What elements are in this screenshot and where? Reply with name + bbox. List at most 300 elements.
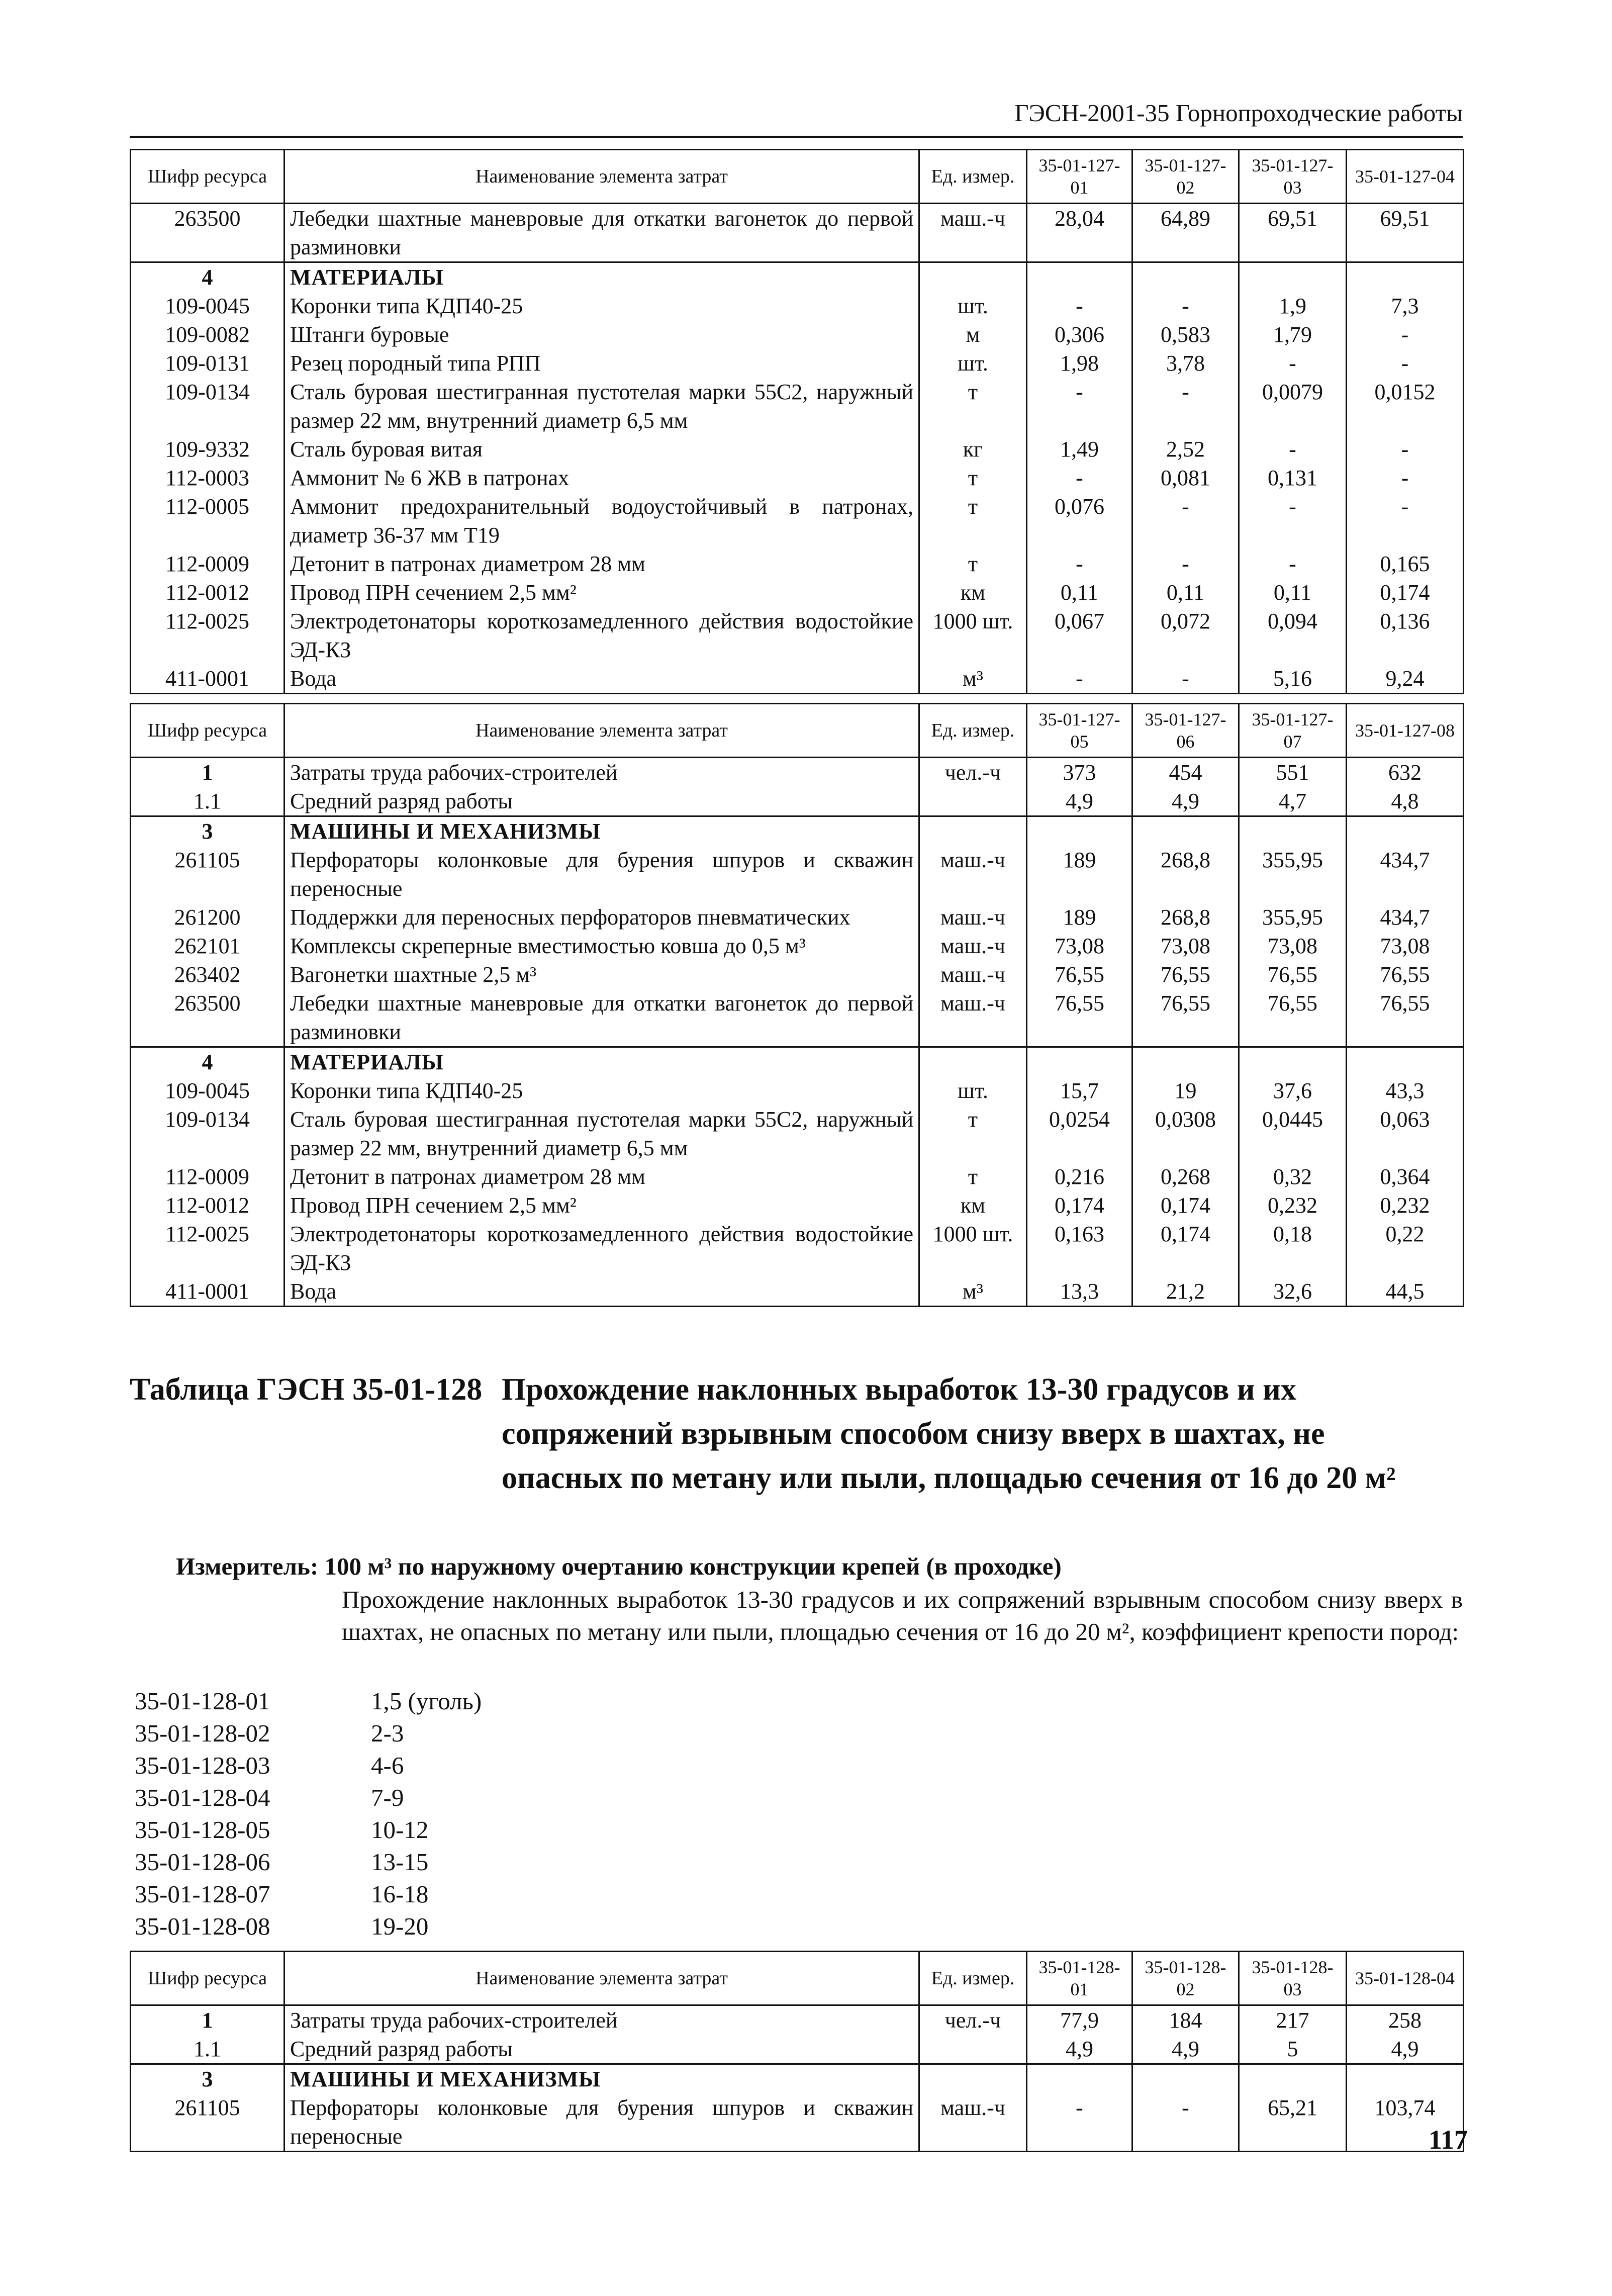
resource-code: 4 (131, 1047, 285, 1077)
resource-value: 1,49 (1027, 435, 1132, 464)
table-row (131, 960, 1464, 989)
resource-value: 0,306 (1027, 320, 1132, 349)
resource-unit (919, 2035, 1027, 2064)
header-column: 35-01-127-07 (1239, 704, 1347, 758)
variant-value: 16-18 (371, 1880, 429, 1908)
resource-unit: маш.-ч (919, 2093, 1027, 2152)
resource-value: 189 (1027, 903, 1132, 932)
table-row (131, 932, 1464, 960)
resource-unit: кг (919, 435, 1027, 464)
resource-value: - (1027, 2093, 1132, 2152)
resource-value: 0,072 (1132, 607, 1239, 664)
resource-name: МАТЕРИАЛЫ (285, 262, 919, 292)
resource-unit: маш.-ч (919, 932, 1027, 960)
resource-code: 112-0003 (131, 464, 285, 492)
resource-value: 4,8 (1347, 787, 1464, 816)
resource-code: 261105 (131, 846, 285, 903)
resource-value: - (1132, 492, 1239, 549)
resource-value: - (1347, 435, 1464, 464)
table-row (131, 2035, 1464, 2064)
variant-item (135, 1814, 482, 1846)
resource-value: - (1027, 549, 1132, 578)
table-row (131, 607, 1464, 664)
resource-value: 355,95 (1239, 846, 1347, 903)
resource-value: - (1132, 292, 1239, 320)
resource-unit: м³ (919, 1277, 1027, 1307)
resource-value: 9,24 (1347, 664, 1464, 694)
resource-unit (919, 1047, 1027, 1077)
resource-name: Аммонит № 6 ЖВ в патронах (285, 464, 919, 492)
resource-unit: маш.-ч (919, 903, 1027, 932)
resource-value: - (1132, 549, 1239, 578)
resource-name: Перфораторы колонковые для бурения шпуров и скважин переносные (285, 2093, 919, 2152)
resource-name: Вода (285, 664, 919, 694)
header-code: Шифр ресурса (131, 1952, 285, 2005)
header-column: 35-01-127-06 (1132, 704, 1239, 758)
resource-code: 112-0009 (131, 549, 285, 578)
resource-code: 109-0134 (131, 1105, 285, 1162)
header-column: 35-01-127-04 (1347, 150, 1464, 204)
resource-value: 76,55 (1347, 989, 1464, 1047)
resource-value: 0,11 (1239, 578, 1347, 607)
resource-unit: т (919, 464, 1027, 492)
resource-name: Электродетонаторы короткозамедленного действия водостойкие ЭД-КЗ (285, 1220, 919, 1277)
table-title-text: Прохождение наклонных выработок 13-30 градусов и их сопряжений взрывным способом снизу вверх в шахтах, не опасных по метану или пыли, площадью сечения от 16 до 20 м² (502, 1372, 1396, 1495)
resource-name: Провод ПРН сечением 2,5 мм² (285, 578, 919, 607)
resource-unit: шт. (919, 1076, 1027, 1105)
table-row (131, 435, 1464, 464)
variant-value: 13-15 (371, 1848, 429, 1876)
resource-value: - (1239, 435, 1347, 464)
resource-value (1239, 262, 1347, 292)
resource-unit: 1000 шт. (919, 1220, 1027, 1277)
resource-value: 258 (1347, 2005, 1464, 2035)
resource-code: 109-0134 (131, 378, 285, 435)
resource-value: 0,232 (1347, 1191, 1464, 1220)
resource-code: 3 (131, 816, 285, 846)
section-row (131, 1047, 1464, 1077)
resource-unit: км (919, 1191, 1027, 1220)
resource-code: 109-9332 (131, 435, 285, 464)
table-row (131, 1191, 1464, 1220)
table-row (131, 2005, 1464, 2035)
variant-code: 35-01-128-04 (135, 1784, 270, 1811)
resource-code: 112-0025 (131, 607, 285, 664)
resource-name: Штанги буровые (285, 320, 919, 349)
resource-unit (919, 787, 1027, 816)
resource-code: 3 (131, 2064, 285, 2094)
variant-code: 35-01-128-05 (135, 1816, 270, 1844)
table-row (131, 989, 1464, 1047)
resource-value: 103,74 (1347, 2093, 1464, 2152)
resource-value: 0,32 (1239, 1162, 1347, 1191)
resource-value: 15,7 (1027, 1076, 1132, 1105)
table-header-row (131, 704, 1464, 758)
header-name: Наименование элемента затрат (285, 704, 919, 758)
resource-name: Сталь буровая шестигранная пустотелая марки 55С2, наружный размер 22 мм, внутренний диаметр 6,5 мм (285, 1105, 919, 1162)
resource-value (1132, 1047, 1239, 1077)
resource-value: 0,268 (1132, 1162, 1239, 1191)
resource-code: 112-0012 (131, 1191, 285, 1220)
variant-code: 35-01-128-03 (135, 1752, 270, 1779)
resource-value: 19 (1132, 1076, 1239, 1105)
resource-code: 411-0001 (131, 1277, 285, 1307)
resource-value: 76,55 (1132, 989, 1239, 1047)
resource-name: Вагонетки шахтные 2,5 м³ (285, 960, 919, 989)
header-rule (130, 136, 1463, 138)
resource-value: 13,3 (1027, 1277, 1132, 1307)
variant-value: 4-6 (371, 1752, 404, 1779)
resource-value (1347, 816, 1464, 846)
resource-name: Средний разряд работы (285, 2035, 919, 2064)
section-row (131, 2064, 1464, 2094)
resource-value: 217 (1239, 2005, 1347, 2035)
header-code: Шифр ресурса (131, 150, 285, 204)
resource-code: 1.1 (131, 787, 285, 816)
resource-value: 0,11 (1027, 578, 1132, 607)
table-title-prefix: Таблица ГЭСН 35-01-128 (130, 1372, 483, 1407)
variant-code: 35-01-128-01 (135, 1687, 270, 1715)
resource-unit: т (919, 492, 1027, 549)
resource-name: Детонит в патронах диаметром 28 мм (285, 549, 919, 578)
section-row (131, 262, 1464, 292)
variant-code: 35-01-128-02 (135, 1719, 270, 1747)
resource-name: Затраты труда рабочих-строителей (285, 758, 919, 787)
variant-item (135, 1717, 482, 1750)
resource-value: 184 (1132, 2005, 1239, 2035)
resource-value: - (1132, 378, 1239, 435)
table-row (131, 292, 1464, 320)
resource-value: 0,216 (1027, 1162, 1132, 1191)
resource-value: - (1239, 349, 1347, 378)
table-row (131, 549, 1464, 578)
table-row (131, 378, 1464, 435)
header-column: 35-01-127-03 (1239, 150, 1347, 204)
resource-unit: шт. (919, 349, 1027, 378)
resource-unit: м³ (919, 664, 1027, 694)
header-column: 35-01-127-08 (1347, 704, 1464, 758)
header-column: 35-01-127-05 (1027, 704, 1132, 758)
resource-value (1027, 1047, 1132, 1077)
table-header-row (131, 1952, 1464, 2005)
variant-item (135, 1685, 482, 1717)
resource-table-127-01-04 (130, 149, 1464, 694)
table-row (131, 1076, 1464, 1105)
resource-name: Провод ПРН сечением 2,5 мм² (285, 1191, 919, 1220)
header-name: Наименование элемента затрат (285, 1952, 919, 2005)
resource-value: 0,0079 (1239, 378, 1347, 435)
resource-value: 0,081 (1132, 464, 1239, 492)
resource-value: 0,174 (1132, 1191, 1239, 1220)
resource-unit (919, 262, 1027, 292)
resource-value: 0,232 (1239, 1191, 1347, 1220)
resource-value: 268,8 (1132, 846, 1239, 903)
resource-value: 0,063 (1347, 1105, 1464, 1162)
table-header-row (131, 150, 1464, 204)
table-row (131, 349, 1464, 378)
variant-item (135, 1782, 482, 1814)
resource-value: 0,094 (1239, 607, 1347, 664)
resource-code: 261200 (131, 903, 285, 932)
resource-value: 0,0308 (1132, 1105, 1239, 1162)
resource-value: 632 (1347, 758, 1464, 787)
resource-value: 76,55 (1347, 960, 1464, 989)
resource-value: 5,16 (1239, 664, 1347, 694)
resource-value: 4,9 (1027, 2035, 1132, 2064)
header-unit: Ед. измер. (919, 704, 1027, 758)
resource-code: 262101 (131, 932, 285, 960)
resource-value: 37,6 (1239, 1076, 1347, 1105)
resource-name: Поддержки для переносных перфораторов пневматических (285, 903, 919, 932)
resource-unit: чел.-ч (919, 2005, 1027, 2035)
resource-unit: м (919, 320, 1027, 349)
resource-value: 73,08 (1027, 932, 1132, 960)
resource-code: 263402 (131, 960, 285, 989)
resource-value: 0,136 (1347, 607, 1464, 664)
resource-value: - (1132, 2093, 1239, 2152)
table-row (131, 664, 1464, 694)
resource-value: - (1027, 664, 1132, 694)
meter-line (176, 1551, 1463, 1582)
resource-unit (919, 816, 1027, 846)
variant-value: 7-9 (371, 1784, 404, 1811)
resource-value: 434,7 (1347, 903, 1464, 932)
header-unit: Ед. измер. (919, 1952, 1027, 2005)
resource-name: Сталь буровая шестигранная пустотелая марки 55С2, наружный размер 22 мм, внутренний диаметр 6,5 мм (285, 378, 919, 435)
resource-value: 0,0445 (1239, 1105, 1347, 1162)
resource-name: МАШИНЫ И МЕХАНИЗМЫ (285, 2064, 919, 2094)
variant-value: 10-12 (371, 1816, 429, 1844)
resource-value: 4,9 (1347, 2035, 1464, 2064)
resource-value: 1,98 (1027, 349, 1132, 378)
resource-value: 28,04 (1027, 204, 1132, 262)
table-row (131, 846, 1464, 903)
resource-name: МАШИНЫ И МЕХАНИЗМЫ (285, 816, 919, 846)
resource-code: 109-0045 (131, 292, 285, 320)
resource-value: 0,0152 (1347, 378, 1464, 435)
resource-value: 4,9 (1132, 2035, 1239, 2064)
variant-item (135, 1846, 482, 1878)
resource-value (1027, 816, 1132, 846)
resource-name: Коронки типа КДП40-25 (285, 292, 919, 320)
variant-value: 19-20 (371, 1912, 429, 1940)
variant-item (135, 1910, 482, 1943)
resource-value: 5 (1239, 2035, 1347, 2064)
resource-value: - (1132, 664, 1239, 694)
resource-value: 43,3 (1347, 1076, 1464, 1105)
resource-value: 0,364 (1347, 1162, 1464, 1191)
resource-name: Вода (285, 1277, 919, 1307)
resource-unit: маш.-ч (919, 989, 1027, 1047)
header-column: 35-01-128-02 (1132, 1952, 1239, 2005)
resource-value: 4,9 (1132, 787, 1239, 816)
table-row (131, 1162, 1464, 1191)
resource-name: Средний разряд работы (285, 787, 919, 816)
resource-value (1239, 816, 1347, 846)
resource-value: - (1239, 549, 1347, 578)
resource-name: Детонит в патронах диаметром 28 мм (285, 1162, 919, 1191)
resource-code: 112-0009 (131, 1162, 285, 1191)
resource-name: Затраты труда рабочих-строителей (285, 2005, 919, 2035)
table-row (131, 787, 1464, 816)
resource-value: 0,165 (1347, 549, 1464, 578)
resource-unit: маш.-ч (919, 960, 1027, 989)
resource-name: Резец породный типа РПП (285, 349, 919, 378)
resource-value: 21,2 (1132, 1277, 1239, 1307)
section-row (131, 816, 1464, 846)
resource-value: 76,55 (1027, 989, 1132, 1047)
variants-list (135, 1685, 482, 1943)
resource-value: 0,067 (1027, 607, 1132, 664)
resource-name: Лебедки шахтные маневровые для откатки вагонеток до первой разминовки (285, 989, 919, 1047)
resource-value (1132, 2064, 1239, 2094)
resource-code: 112-0012 (131, 578, 285, 607)
table-row (131, 1105, 1464, 1162)
resource-value: 76,55 (1239, 960, 1347, 989)
resource-code: 1 (131, 2005, 285, 2035)
resource-code: 411-0001 (131, 664, 285, 694)
variant-value: 1,5 (уголь) (371, 1687, 482, 1715)
resource-value: - (1347, 320, 1464, 349)
table-row (131, 492, 1464, 549)
resource-value: 373 (1027, 758, 1132, 787)
header-code: Шифр ресурса (131, 704, 285, 758)
resource-code: 4 (131, 262, 285, 292)
resource-value: - (1347, 349, 1464, 378)
resource-value: - (1027, 378, 1132, 435)
table-row (131, 903, 1464, 932)
resource-value (1132, 816, 1239, 846)
table-row (131, 464, 1464, 492)
resource-unit: маш.-ч (919, 846, 1027, 903)
resource-value: 69,51 (1347, 204, 1464, 262)
resource-unit: км (919, 578, 1027, 607)
meter-label: Измеритель: (176, 1552, 319, 1580)
resource-value (1347, 2064, 1464, 2094)
resource-unit: т (919, 549, 1027, 578)
resource-value: 0,131 (1239, 464, 1347, 492)
resource-value: 1,79 (1239, 320, 1347, 349)
header-column: 35-01-127-02 (1132, 150, 1239, 204)
resource-code: 263500 (131, 989, 285, 1047)
resource-value: 551 (1239, 758, 1347, 787)
resource-value: - (1027, 464, 1132, 492)
resource-value: 1,9 (1239, 292, 1347, 320)
resource-code: 112-0025 (131, 1220, 285, 1277)
resource-value: 4,9 (1027, 787, 1132, 816)
header-column: 35-01-128-01 (1027, 1952, 1132, 2005)
resource-value: 73,08 (1347, 932, 1464, 960)
resource-value: 0,076 (1027, 492, 1132, 549)
resource-value: 3,78 (1132, 349, 1239, 378)
header-column: 35-01-128-04 (1347, 1952, 1464, 2005)
resource-value: 73,08 (1239, 932, 1347, 960)
resource-code: 263500 (131, 204, 285, 262)
resource-value: 0,174 (1027, 1191, 1132, 1220)
table-row (131, 2093, 1464, 2152)
resource-value: 0,174 (1132, 1220, 1239, 1277)
resource-value: 355,95 (1239, 903, 1347, 932)
resource-value (1132, 262, 1239, 292)
resource-unit: шт. (919, 292, 1027, 320)
resource-value: - (1027, 292, 1132, 320)
resource-unit: т (919, 1162, 1027, 1191)
resource-code: 261105 (131, 2093, 285, 2152)
variant-item (135, 1750, 482, 1782)
resource-value: 0,22 (1347, 1220, 1464, 1277)
resource-table-127-05-08 (130, 703, 1464, 1307)
variant-item (135, 1878, 482, 1910)
resource-value (1027, 262, 1132, 292)
resource-unit (919, 2064, 1027, 2094)
page-number: 117 (1428, 2125, 1468, 2155)
resource-value: 2,52 (1132, 435, 1239, 464)
header-column: 35-01-127-01 (1027, 150, 1132, 204)
resource-value (1347, 1047, 1464, 1077)
resource-unit: маш.-ч (919, 204, 1027, 262)
resource-value (1239, 1047, 1347, 1077)
table-title (130, 1367, 1427, 1500)
resource-value: 0,18 (1239, 1220, 1347, 1277)
table-row (131, 758, 1464, 787)
resource-code: 109-0131 (131, 349, 285, 378)
resource-code: 109-0045 (131, 1076, 285, 1105)
resource-value (1027, 2064, 1132, 2094)
resource-value: 4,7 (1239, 787, 1347, 816)
resource-value: 7,3 (1347, 292, 1464, 320)
variant-code: 35-01-128-07 (135, 1880, 270, 1908)
resource-value: 454 (1132, 758, 1239, 787)
resource-value: 76,55 (1132, 960, 1239, 989)
resource-value: 44,5 (1347, 1277, 1464, 1307)
header-name: Наименование элемента затрат (285, 150, 919, 204)
running-head: ГЭСН-2001-35 Горнопроходческие работы (1014, 99, 1463, 127)
resource-value: 76,55 (1027, 960, 1132, 989)
header-column: 35-01-128-03 (1239, 1952, 1347, 2005)
resource-value: - (1347, 492, 1464, 549)
table-row (131, 204, 1464, 262)
resource-value (1239, 2064, 1347, 2094)
resource-value: 434,7 (1347, 846, 1464, 903)
table-row (131, 320, 1464, 349)
variant-value: 2-3 (371, 1719, 404, 1747)
resource-value: 268,8 (1132, 903, 1239, 932)
resource-name: МАТЕРИАЛЫ (285, 1047, 919, 1077)
resource-name: Коронки типа КДП40-25 (285, 1076, 919, 1105)
resource-value: 65,21 (1239, 2093, 1347, 2152)
variant-code: 35-01-128-08 (135, 1912, 270, 1940)
resource-value: 0,583 (1132, 320, 1239, 349)
resource-value: 32,6 (1239, 1277, 1347, 1307)
resource-unit: 1000 шт. (919, 607, 1027, 664)
table-row (131, 1277, 1464, 1307)
meter-description: Прохождение наклонных выработок 13-30 градусов и их сопряжений взрывным способом снизу вверх в шахтах, не опасных по метану или пыли, площадью сечения от 16 до 20 м², коэффициент крепости пород: (342, 1586, 1463, 1645)
resource-value: 0,0254 (1027, 1105, 1132, 1162)
resource-unit: чел.-ч (919, 758, 1027, 787)
resource-value: 0,11 (1132, 578, 1239, 607)
table-row (131, 1220, 1464, 1277)
meter-value: 100 м³ по наружному очертанию конструкции крепей (в проходке) (324, 1552, 1062, 1580)
header-unit: Ед. измер. (919, 150, 1027, 204)
resource-value: 64,89 (1132, 204, 1239, 262)
resource-code: 1.1 (131, 2035, 285, 2064)
resource-value: 77,9 (1027, 2005, 1132, 2035)
resource-name: Аммонит предохранительный водоустойчивый в патронах, диаметр 36-37 мм Т19 (285, 492, 919, 549)
resource-code: 1 (131, 758, 285, 787)
resource-value: 73,08 (1132, 932, 1239, 960)
resource-value: - (1347, 464, 1464, 492)
resource-table-128-01-04 (130, 1951, 1464, 2152)
